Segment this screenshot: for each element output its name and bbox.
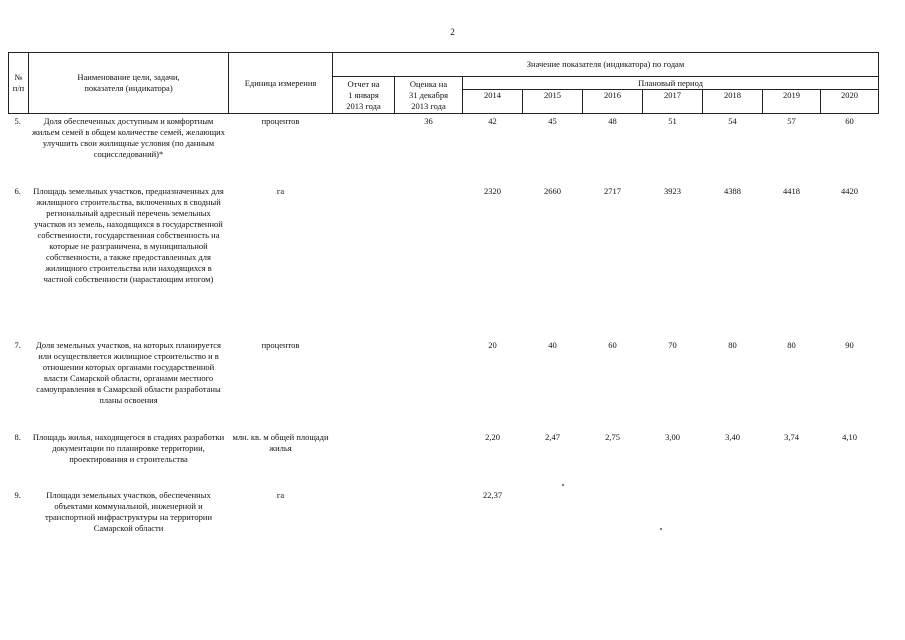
row-value: 4420 [841, 185, 858, 196]
header-estimate: Оценка на 31 декабря 2013 года [395, 77, 463, 114]
row-value: 60 [608, 339, 617, 350]
row-value: 48 [608, 116, 617, 126]
header-year: 2015 [523, 90, 583, 114]
table-row [9, 488, 879, 548]
header-year: 2019 [763, 90, 821, 114]
row-value: 51 [668, 116, 677, 126]
row-unit: млн. кв. м общей площади жилья [232, 431, 329, 453]
row-value [523, 488, 583, 548]
row-name: Площади земельных участков, обеспеченных объектами коммунальной, инженерной и транспортной инфраструктуры на территории Самарской области [44, 489, 213, 533]
row-value: 3,00 [665, 431, 680, 442]
page-number: 2 [450, 27, 455, 37]
row-unit: процентов [261, 116, 300, 126]
row-value: 3,74 [784, 431, 799, 442]
row-value: 2660 [544, 185, 561, 196]
row-num: 6. [14, 185, 21, 196]
header-num: № п/п [9, 53, 29, 114]
row-name: Площадь жилья, находящегося в стадиях разработки документации по планировке территории, проектирования и строительства [32, 431, 225, 464]
row-value: 3,40 [725, 431, 740, 442]
row-value: 2,20 [485, 431, 500, 442]
row-unit: га [276, 185, 285, 196]
row-unit: процентов [261, 339, 300, 350]
row-value: 20 [488, 339, 497, 350]
row-value: 2717 [604, 185, 621, 196]
row-value: 4,10 [842, 431, 857, 442]
row-estimate [395, 184, 463, 338]
row-value: 22,37 [482, 489, 503, 500]
row-value: 2,47 [545, 431, 560, 442]
row-value: 42 [488, 116, 497, 126]
row-name: Доля земельных участков, на которых планируется или осуществляется жилищное строительство и в отношении которых органами государственной власти Самарской области, органами местного самоуправления в Самарской области разработаны планы освоения [36, 339, 221, 405]
header-year: 2018 [703, 90, 763, 114]
row-value: 90 [845, 339, 854, 350]
table-row [9, 184, 879, 338]
table-row [9, 114, 879, 184]
row-num: 9. [14, 489, 21, 500]
row-value: 4388 [724, 185, 741, 196]
row-estimate [395, 488, 463, 548]
row-value [643, 488, 703, 548]
row-value: 40 [548, 339, 557, 350]
row-report [333, 184, 395, 338]
row-value: 80 [728, 339, 737, 350]
table-row [9, 338, 879, 430]
table-row [9, 430, 879, 488]
row-estimate: 36 [424, 116, 433, 126]
row-value: 3923 [664, 185, 681, 196]
row-report [333, 488, 395, 548]
scan-speck [562, 484, 564, 486]
header-year: 2014 [463, 90, 523, 114]
row-name: Доля обеспеченных доступным и комфортным жильем семей в общем количестве семей, желающих улучшить свои жилищные условия (по данным социсследований)* [32, 116, 225, 159]
row-value: 60 [845, 116, 854, 126]
row-num: 8. [14, 431, 21, 442]
row-estimate [395, 338, 463, 430]
row-value: 80 [787, 339, 796, 350]
scan-speck [660, 528, 662, 530]
indicators-table [8, 52, 879, 548]
row-report [333, 338, 395, 430]
row-value: 4418 [783, 185, 800, 196]
header-year: 2017 [643, 90, 703, 114]
row-value: 70 [668, 339, 677, 350]
row-value: 45 [548, 116, 557, 126]
header-planned-period: Плановый период [463, 77, 879, 90]
row-num: 7. [14, 339, 21, 350]
row-value [821, 488, 879, 548]
table-header [9, 53, 879, 114]
row-report [333, 114, 395, 184]
row-value [703, 488, 763, 548]
header-values-by-year: Значение показателя (индикатора) по годам [333, 53, 879, 77]
row-report [333, 430, 395, 488]
row-name: Площадь земельных участков, предназначенных для жилищного строительства, включенных в сводный региональный адресный перечень земельных участков из земель, находящихся в государственной собственности, государственная собственность на которые не разграничена, в муниципальной собственности, а также предоставленных для жилищного строительства или находящихся в частной собственности (нарастающим итогом) [33, 185, 224, 284]
row-num: 5. [14, 116, 21, 126]
row-value: 54 [728, 116, 737, 126]
header-year: 2016 [583, 90, 643, 114]
header-name: Наименование цели, задачи, показателя (индикатора) [29, 53, 229, 114]
row-value: 57 [787, 116, 796, 126]
header-unit: Единица измерения [229, 53, 333, 114]
row-estimate [395, 430, 463, 488]
row-value: 2,75 [605, 431, 620, 442]
row-unit: га [276, 489, 285, 500]
header-year: 2020 [821, 90, 879, 114]
header-report: Отчет на 1 января 2013 года [333, 77, 395, 114]
row-value [583, 488, 643, 548]
row-value [763, 488, 821, 548]
row-value: 2320 [484, 185, 501, 196]
